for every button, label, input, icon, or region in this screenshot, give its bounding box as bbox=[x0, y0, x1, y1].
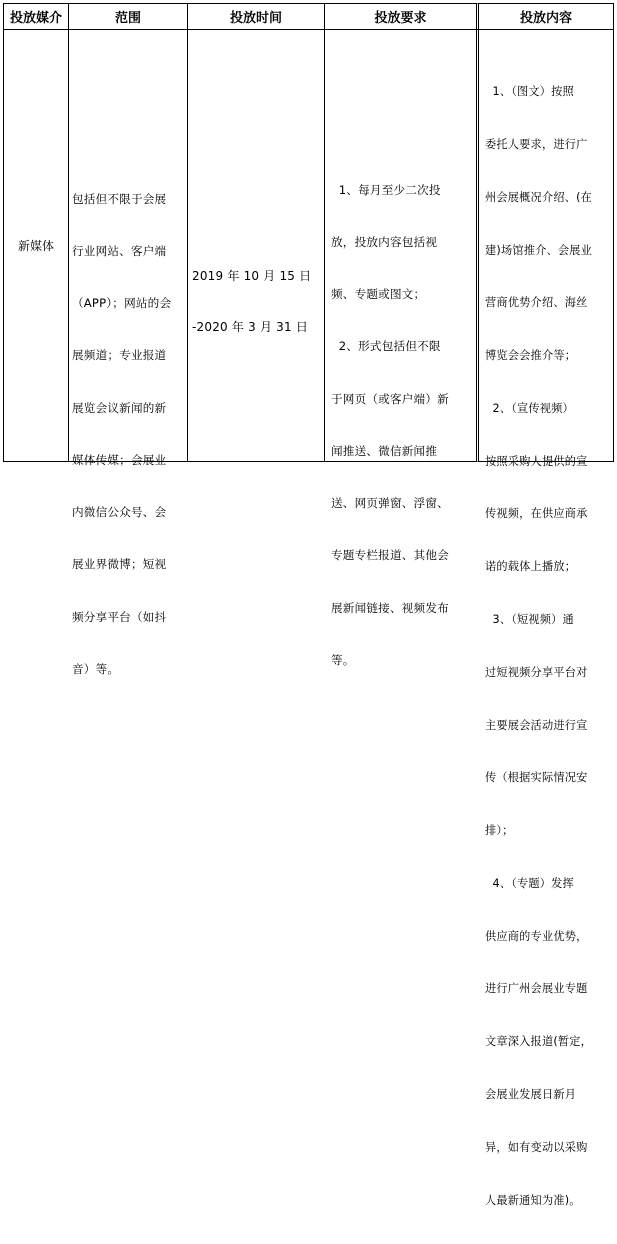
scope-line: 展览会议新闻的新 bbox=[72, 400, 167, 415]
content-line: 2、（宣传视频） bbox=[485, 401, 574, 415]
header-content: 投放内容 bbox=[478, 3, 614, 30]
requirement-line: 展新闻链接、视频发布 bbox=[331, 600, 449, 615]
scope-line: 频分享平台（如抖 bbox=[72, 609, 167, 624]
content-line: 异，如有变动以采购 bbox=[485, 1140, 588, 1154]
media-value: 新媒体 bbox=[17, 239, 54, 253]
content-line: 1、（图文）按照 bbox=[485, 85, 574, 99]
requirement-line: 频、专题或图文； bbox=[331, 287, 426, 302]
content-line: 诺的载体上播放； bbox=[485, 560, 577, 574]
header-media: 投放媒介 bbox=[3, 3, 69, 30]
scope-line: 音）等。 bbox=[72, 661, 120, 676]
cell-time bbox=[187, 29, 325, 462]
requirement-line: 闻推送、微信新闻推 bbox=[331, 443, 438, 458]
content-line: 文章深入报道(暂定， bbox=[485, 1035, 593, 1049]
content-line: 供应商的专业优势， bbox=[485, 929, 588, 943]
header-time: 投放时间 bbox=[187, 3, 325, 30]
requirement-line: 2、形式包括但不限 bbox=[331, 339, 441, 354]
content-line: 委托人要求，进行广 bbox=[485, 137, 588, 151]
content-line: 主要展会活动进行宣 bbox=[485, 718, 588, 732]
header-requirement: 投放要求 bbox=[324, 3, 479, 30]
content-line: 排）； bbox=[485, 824, 514, 838]
requirement-line: 等。 bbox=[331, 652, 355, 667]
cell-media bbox=[3, 29, 69, 462]
requirement-line: 送、网页弹窗、浮窗、 bbox=[331, 496, 449, 511]
content-line: 营商优势介绍、海丝 bbox=[485, 296, 588, 310]
scope-line: 包括但不限于会展 bbox=[72, 191, 167, 206]
scope-line: 媒体传媒；会展业 bbox=[72, 452, 167, 467]
scope-line: 内微信公众号、会 bbox=[72, 505, 167, 520]
placement-table bbox=[3, 3, 614, 1207]
requirement-line: 于网页（或客户端）新 bbox=[331, 391, 449, 406]
requirement-line: 放，投放内容包括视 bbox=[331, 235, 438, 250]
content-line: 博览会会推介等； bbox=[485, 349, 577, 363]
scope-line: （APP）；网站的会 bbox=[72, 296, 172, 311]
cell-scope bbox=[68, 29, 188, 676]
content-line: 传视频，在供应商承 bbox=[485, 507, 588, 521]
requirement-line: 专题专栏报道、其他会 bbox=[331, 548, 449, 563]
content-line: 建)场馆推介、会展业 bbox=[485, 243, 593, 257]
content-line: 会展业发展日新月 bbox=[485, 1088, 577, 1102]
content-line: 人最新通知为准)。 bbox=[485, 1193, 581, 1207]
requirement-line: 1、每月至少二次投 bbox=[331, 182, 441, 197]
content-line: 传（根据实际情况安 bbox=[485, 771, 588, 785]
content-line: 进行广州会展业专题 bbox=[485, 982, 588, 996]
cell-requirement bbox=[324, 29, 479, 667]
content-text bbox=[485, 48, 592, 1244]
content-line: 过短视频分享平台对 bbox=[485, 665, 588, 679]
content-line: 按照采购人提供的宣 bbox=[485, 454, 588, 468]
content-line: 3、（短视频）通 bbox=[485, 613, 574, 626]
time-start: 2019 年 10 月 15 日 bbox=[192, 269, 312, 283]
requirement-text bbox=[331, 147, 449, 704]
header-scope: 范围 bbox=[68, 3, 188, 30]
scope-line: 行业网站、客户端 bbox=[72, 244, 167, 259]
scope-line: 展频道；专业报道 bbox=[72, 348, 167, 363]
content-line: 4、（专题）发挥 bbox=[485, 876, 574, 890]
content-line: 州会展概况介绍、(在 bbox=[485, 190, 593, 204]
scope-line: 展业界微博；短视 bbox=[72, 557, 167, 572]
time-text bbox=[192, 234, 311, 370]
time-end: -2020 年 3 月 31 日 bbox=[192, 320, 309, 334]
cell-content bbox=[478, 29, 614, 1207]
scope-text bbox=[72, 156, 171, 713]
